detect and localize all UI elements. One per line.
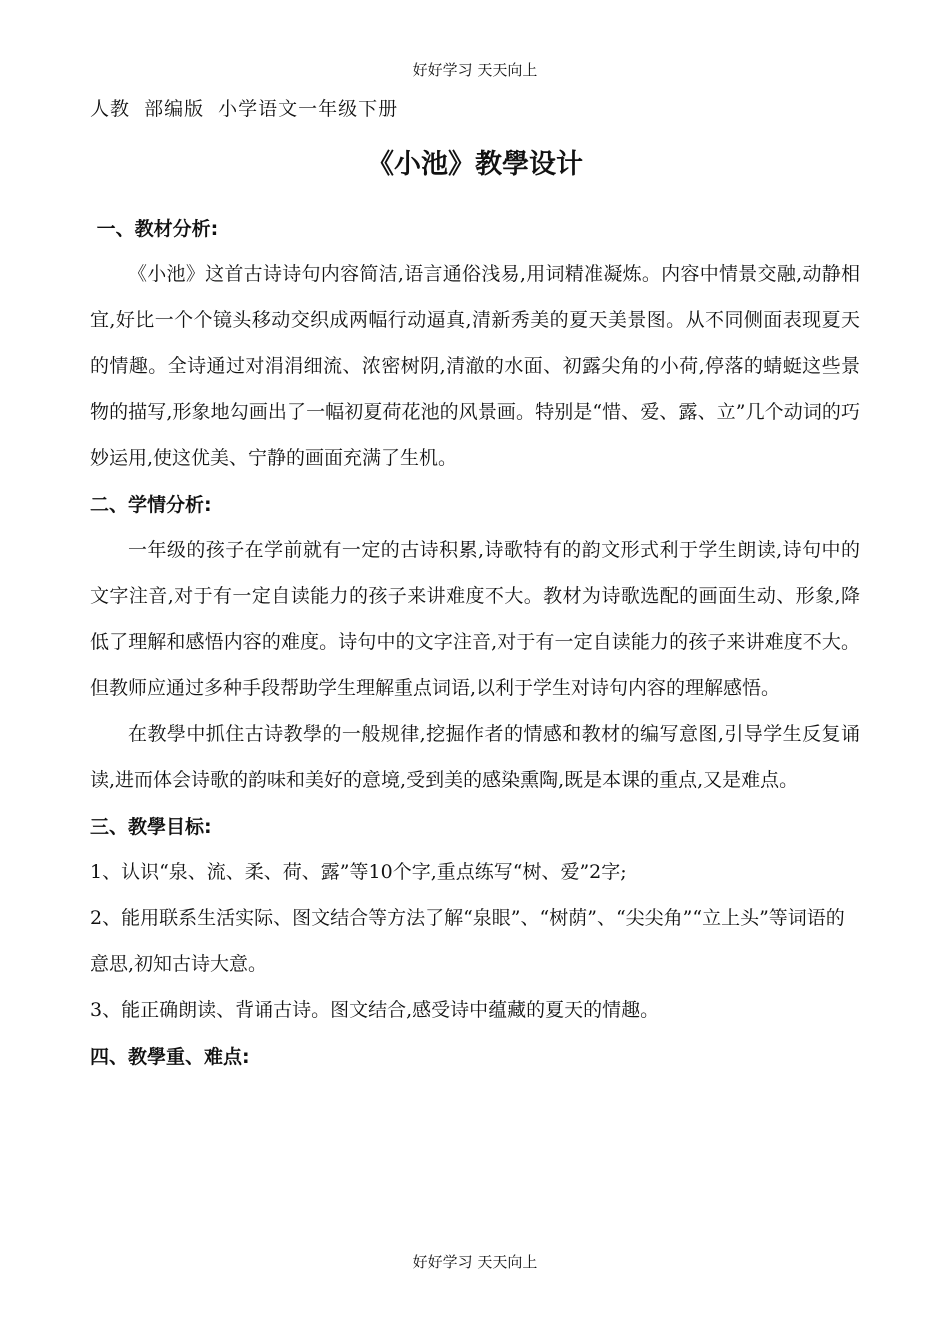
teaching-goal-3: 3、能正确朗读、背诵古诗。图文结合,感受诗中蕴藏的夏天的情趣。: [90, 999, 660, 1021]
section-heading-teaching-goals: 三、教學目标:: [90, 816, 212, 838]
teaching-goal-1: 1、认识“泉、流、柔、荷、露”等10个字,重点练写“树、爱”2字;: [90, 861, 627, 883]
document-title: 《小池》教學设计: [367, 149, 583, 180]
student-analysis-paragraph-2: 在教學中抓住古诗教學的一般规律,挖掘作者的情感和教材的编写意图,引导学生反复诵读,进而体会诗歌的韵味和美好的意境,受到美的感染熏陶,既是本课的重点,又是难点。: [90, 723, 860, 791]
page-footer: 好好学习 天天向上: [412, 1253, 538, 1271]
document-body: [90, 205, 860, 1079]
page-header: 好好学习 天天向上: [412, 61, 538, 79]
section-heading-key-difficult-points: 四、教學重、难点:: [90, 1046, 250, 1068]
textbook-subtitle: 人教 部编版 小学语文一年级下册: [90, 98, 399, 120]
section-heading-material-analysis: 一、教材分析:: [90, 218, 219, 240]
section-heading-student-analysis: 二、学情分析:: [90, 494, 212, 516]
teaching-goal-2: 2、能用联系生活实际、图文结合等方法了解“泉眼”、“树荫”、“尖尖角”“立上头”等词语的意思,初知古诗大意。: [90, 907, 845, 975]
student-analysis-paragraph-1: 一年级的孩子在学前就有一定的古诗积累,诗歌特有的韵文形式利于学生朗读,诗句中的文字注音,对于有一定自读能力的孩子来讲难度不大。教材为诗歌选配的画面生动、形象,降低了理解和感悟内容的难度。诗句中的文字注音,对于有一定自读能力的孩子来讲难度不大。但教师应通过多种手段帮助学生理解重点词语,以利于学生对诗句内容的理解感悟。: [90, 539, 860, 699]
material-analysis-paragraph: 《小池》这首古诗诗句内容简洁,语言通俗浅易,用词精准凝炼。内容中情景交融,动静相宜,好比一个个镜头移动交织成两幅行动逼真,清新秀美的夏天美景图。从不同侧面表现夏天的情趣。全诗通过对涓涓细流、浓密树阴,清澈的水面、初露尖角的小荷,停落的蜻蜓这些景物的描写,形象地勾画出了一幅初夏荷花池的风景画。特别是“惜、爱、露、立”几个动词的巧妙运用,使这优美、宁静的画面充满了生机。: [90, 263, 860, 469]
